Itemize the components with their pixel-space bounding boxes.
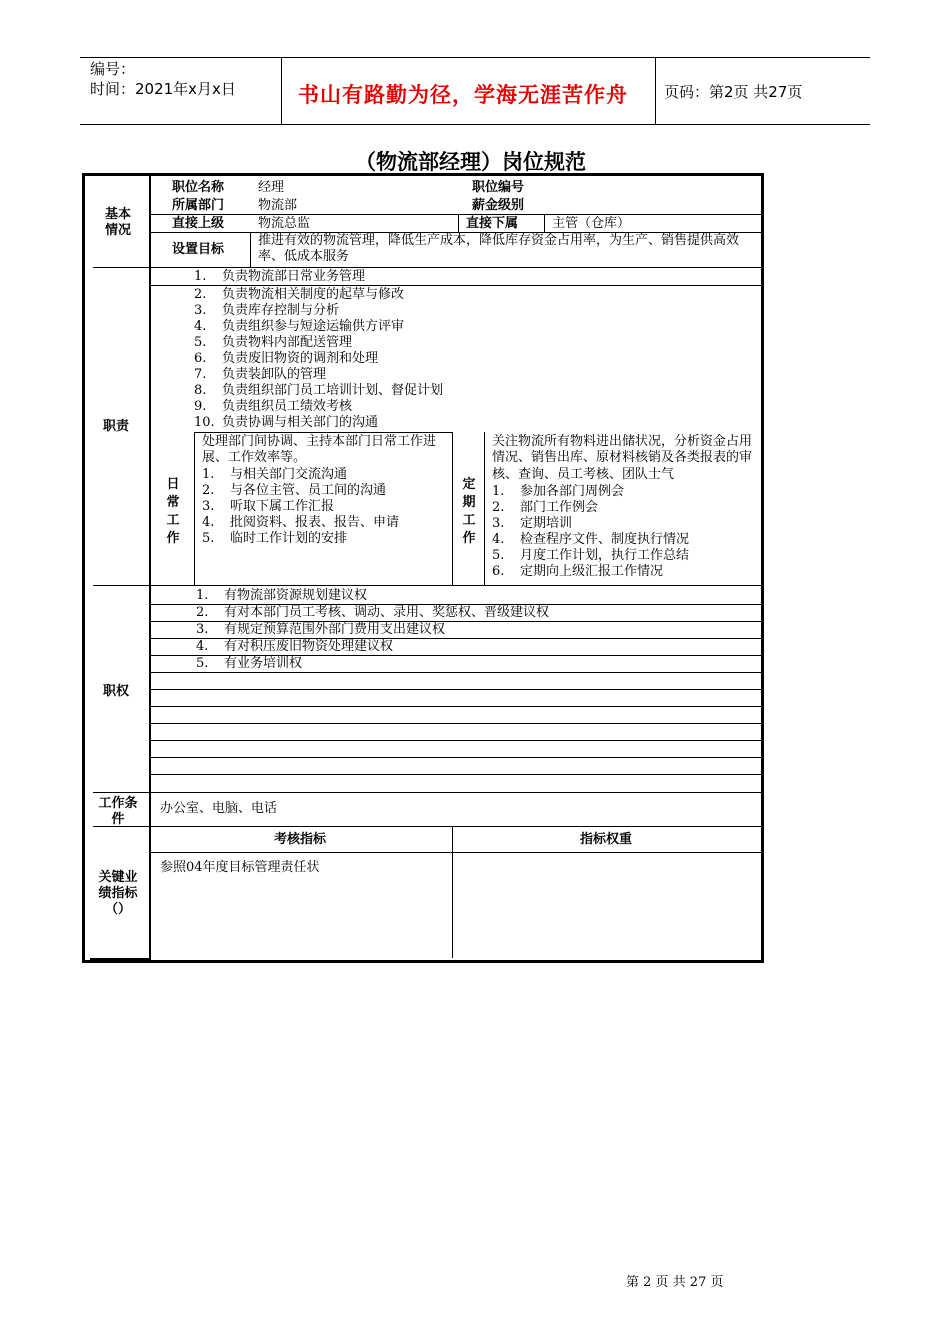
position-name-label: 职位名称 — [172, 180, 225, 195]
periodic-item — [492, 532, 689, 548]
authority-num: 5. — [196, 656, 209, 671]
label-column-divider — [149, 176, 151, 960]
department-label: 所属部门 — [172, 198, 225, 213]
header-divider-right — [655, 57, 656, 125]
superior-value: 物流总监 — [258, 216, 311, 231]
duty-num: 8. — [194, 383, 207, 398]
periodic-num: 1. — [492, 484, 505, 499]
subtable-mid-left — [452, 432, 453, 585]
conditions-section-label: 工作条件 — [98, 796, 138, 827]
daily-text: 与相关部门交流沟通 — [230, 467, 348, 482]
authority-row-line — [150, 706, 761, 707]
authority-row-line — [150, 689, 761, 690]
subordinate-divider-right — [544, 214, 545, 232]
duty-text: 负责物流相关制度的起草与修改 — [222, 287, 405, 302]
serial-label: 编号： — [90, 60, 136, 78]
kpi-column-divider — [452, 826, 453, 958]
kpi-indicator-value: 参照04年度目标管理责任状 — [160, 860, 320, 875]
separator-authority-conditions — [93, 792, 761, 793]
duty-text: 负责物流部日常业务管理 — [222, 269, 366, 284]
authority-text: 有物流部资源规划建议权 — [224, 588, 368, 603]
periodic-num: 3. — [492, 516, 505, 531]
frame-accent — [90, 958, 150, 962]
goal-label: 设置目标 — [172, 242, 225, 257]
header-divider-left — [281, 57, 282, 125]
duty-item — [194, 335, 443, 351]
daily-text: 与各位主管、员工间的沟通 — [230, 483, 387, 498]
page-info: 页码：第2页 共27页 — [664, 83, 803, 101]
subordinate-value: 主管（仓库） — [552, 216, 631, 231]
duty-item — [194, 287, 443, 303]
subtable-top — [194, 432, 452, 433]
authority-item — [196, 622, 445, 638]
daily-item — [202, 483, 399, 499]
basic-section-label — [100, 207, 136, 239]
duty-num: 10. — [194, 415, 215, 430]
duty-text: 负责废旧物资的调剂和处理 — [222, 351, 379, 366]
daily-work-intro: 处理部门间协调、主持本部门日常工作进展、工作效率等。 — [202, 434, 437, 466]
duty-first-row-line — [150, 285, 761, 286]
kpi-col-indicator: 考核指标 — [274, 832, 327, 847]
periodic-item — [492, 500, 689, 516]
goal-divider — [250, 232, 251, 267]
duty-item — [194, 269, 365, 285]
authority-num: 3. — [196, 622, 209, 637]
duty-item — [194, 399, 443, 415]
daily-item — [202, 467, 399, 483]
kpi-section-label: 关键业绩指标（） — [98, 870, 138, 917]
authority-item — [196, 639, 393, 655]
periodic-num: 5. — [492, 548, 505, 563]
periodic-text: 定期培训 — [520, 516, 573, 531]
duty-text: 负责装卸队的管理 — [222, 367, 327, 382]
daily-item — [202, 531, 399, 547]
duties-section-label: 职责 — [103, 419, 130, 434]
duty-text: 负责库存控制与分析 — [222, 303, 340, 318]
authority-text: 有对本部门员工考核、调动、录用、奖惩权、晋级建议权 — [224, 605, 550, 620]
authority-num: 2. — [196, 605, 209, 620]
separator-conditions-kpi — [93, 826, 761, 827]
periodic-text: 定期向上级汇报工作情况 — [520, 564, 664, 579]
goal-value: 推进有效的物流管理，降低生产成本，降低库存资金占用率，为生产、销售提供高效率、低成本服务 — [258, 233, 740, 265]
duty-num: 2. — [194, 287, 207, 302]
duty-text: 负责协调与相关部门的沟通 — [222, 415, 379, 430]
subtable-left-border — [194, 432, 195, 585]
duty-num: 4. — [194, 319, 207, 334]
separator-basic-duties — [93, 267, 761, 268]
motto: 书山有路勤为径，学海无涯苦作舟 — [298, 83, 628, 107]
periodic-text: 检查程序文件、制度执行情况 — [520, 532, 690, 547]
periodic-text: 部门工作例会 — [520, 500, 599, 515]
subordinate-divider-left — [458, 214, 459, 232]
department-value: 物流部 — [258, 198, 298, 213]
authority-text: 有对积压废旧物资处理建议权 — [224, 639, 394, 654]
document-title: （物流部经理）岗位规范 — [355, 150, 586, 174]
daily-work-list — [202, 467, 399, 547]
periodic-num: 4. — [492, 532, 505, 547]
authority-text: 有业务培训权 — [224, 656, 303, 671]
header-bottom-border — [80, 124, 870, 125]
daily-num: 3. — [202, 499, 215, 514]
duty-item — [194, 319, 443, 335]
authority-row-line — [150, 757, 761, 758]
authority-text: 有规定预算范围外部门费用支出建议权 — [224, 622, 446, 637]
authority-item — [196, 605, 549, 621]
authority-item — [196, 656, 302, 672]
daily-item — [202, 515, 399, 531]
superior-label: 直接上级 — [172, 216, 225, 231]
daily-text: 临时工作计划的安排 — [230, 531, 348, 546]
basic-section-text: 基本情况 — [104, 207, 131, 238]
authority-item — [196, 588, 367, 604]
conditions-value: 办公室、电脑、电话 — [160, 801, 278, 816]
periodic-item — [492, 564, 689, 580]
duty-num: 1. — [194, 269, 207, 284]
duty-text: 负责组织部门员工培训计划、督促计划 — [222, 383, 444, 398]
position-code-label: 职位编号 — [472, 180, 525, 195]
daily-num: 1. — [202, 467, 215, 482]
duty-text: 负责组织参与短途运输供方评审 — [222, 319, 405, 334]
periodic-work-label: 定期工作 — [462, 477, 476, 546]
duty-num: 6. — [194, 351, 207, 366]
authority-row-line — [150, 740, 761, 741]
superior-row-top — [150, 214, 761, 215]
periodic-num: 2. — [492, 500, 505, 515]
daily-text: 听取下属工作汇报 — [230, 499, 335, 514]
periodic-work-list — [492, 484, 689, 580]
periodic-item — [492, 516, 689, 532]
duty-num: 7. — [194, 367, 207, 382]
periodic-work-intro: 关注物流所有物料进出储状况，分析资金占用情况、销售出库、原材料核销及各类报表的审核、查询、员工考核、团队士气 — [492, 434, 753, 482]
duty-text: 负责组织员工绩效考核 — [222, 399, 353, 414]
duty-text: 负责物料内部配送管理 — [222, 335, 353, 350]
position-name-value: 经理 — [258, 180, 285, 195]
header-top-border — [80, 57, 870, 58]
daily-text: 批阅资料、报表、报告、申请 — [230, 515, 400, 530]
time-label: 时间：2021年x月x日 — [90, 80, 236, 98]
duty-item — [194, 383, 443, 399]
daily-num: 5. — [202, 531, 215, 546]
periodic-text: 参加各部门周例会 — [520, 484, 625, 499]
duty-item — [194, 303, 443, 319]
duty-num: 9. — [194, 399, 207, 414]
daily-num: 2. — [202, 483, 215, 498]
daily-item — [202, 499, 399, 515]
subordinate-label: 直接下属 — [466, 216, 519, 231]
duty-item — [194, 415, 443, 431]
authority-row-line — [150, 672, 761, 673]
duty-item — [194, 367, 443, 383]
daily-num: 4. — [202, 515, 215, 530]
periodic-text: 月度工作计划，执行工作总结 — [520, 548, 690, 563]
kpi-col-weight: 指标权重 — [580, 832, 633, 847]
separator-duties-authority — [93, 585, 761, 586]
subtable-mid-right — [484, 432, 485, 585]
page-footer: 第 2 页 共 27 页 — [626, 1275, 724, 1290]
authority-row-line — [150, 723, 761, 724]
periodic-item — [492, 548, 689, 564]
authority-num: 1. — [196, 588, 209, 603]
duties-list — [194, 287, 443, 431]
daily-work-label: 日常工作 — [166, 477, 180, 546]
authority-row-line — [150, 774, 761, 775]
duty-num: 3. — [194, 303, 207, 318]
duty-num: 5. — [194, 335, 207, 350]
authority-num: 4. — [196, 639, 209, 654]
periodic-item — [492, 484, 689, 500]
periodic-num: 6. — [492, 564, 505, 579]
duty-item — [194, 351, 443, 367]
salary-label: 薪金级别 — [472, 198, 525, 213]
kpi-header-line — [150, 852, 761, 853]
authority-section-label: 职权 — [103, 684, 130, 699]
